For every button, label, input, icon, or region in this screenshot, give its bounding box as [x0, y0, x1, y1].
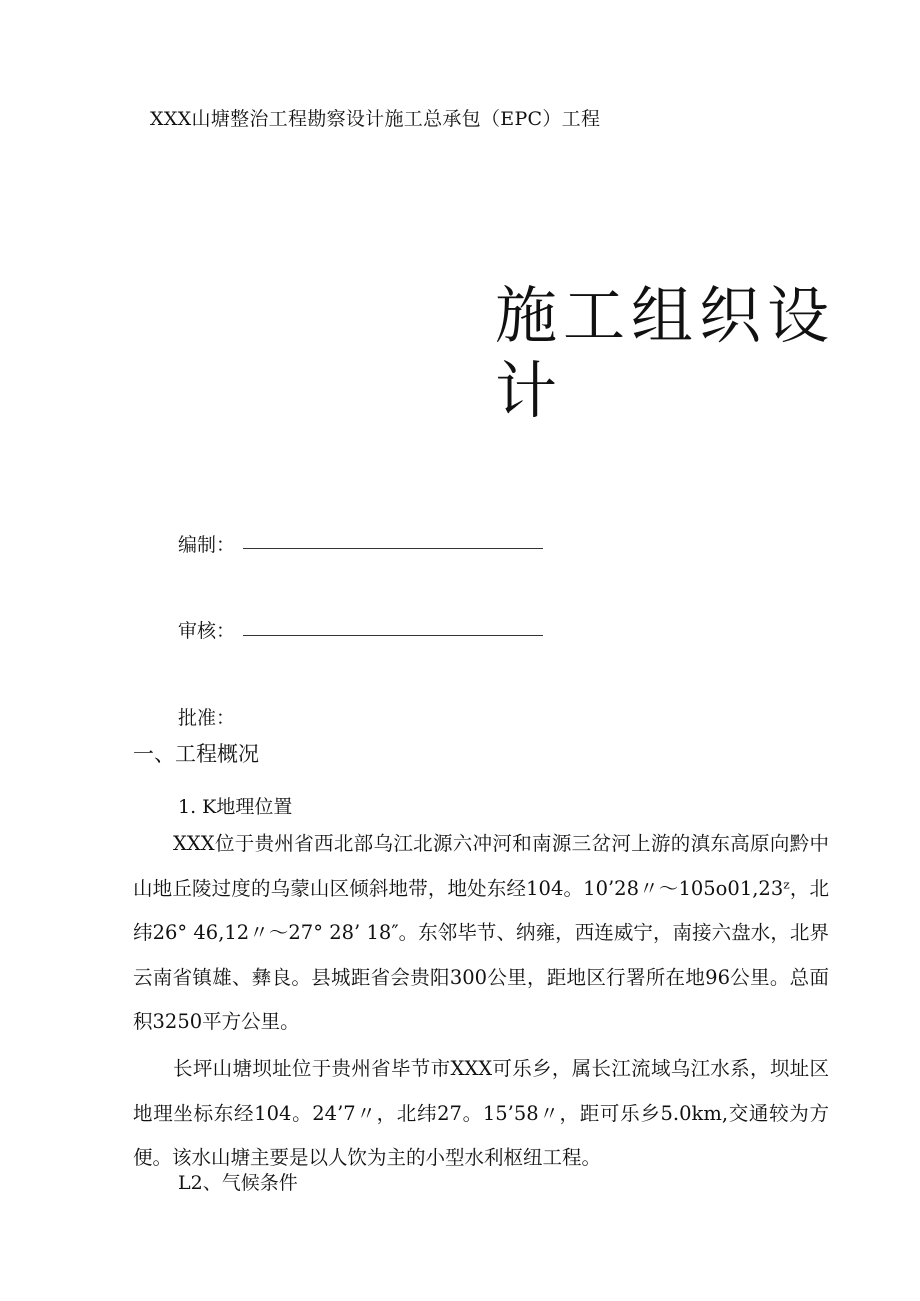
- approve-label: 批准：: [178, 707, 236, 729]
- section-heading-overview: 一、工程概况: [133, 742, 259, 766]
- document-title-line-2: 计: [495, 354, 564, 427]
- subsection-heading-climate: L2、气候条件: [178, 1172, 298, 1194]
- review-signature-line: [243, 635, 543, 636]
- paragraph-dam-site: 长坪山塘坝址位于贵州省毕节市XXX可乐乡，属长江流域乌江水系，坝址区地理坐标东经104。24’7〃，北纬27。15’58〃，距可乐乡5.0km,交通较为方便。该水山塘主要是以人饮为主的小型水利枢纽工程。: [133, 1057, 829, 1169]
- document-title-line-1: 施工组织设: [495, 279, 836, 352]
- subsection-heading-location: 1. K地理位置: [178, 796, 293, 818]
- document-header: XXX山塘整治工程勘察设计施工总承包（EPC）工程: [150, 108, 601, 130]
- review-label: 审核：: [178, 620, 236, 642]
- compile-signature-line: [243, 548, 543, 549]
- paragraph-location: XXX位于贵州省西北部乌江北源六冲河和南源三岔河上游的滇东高原向黔中山地丘陵过度的乌蒙山区倾斜地带，地处东经104。10’28〃～105o01,23ᶻ，北纬26° 46,12〃～27° 28’ 18″。东邻毕节、纳雍，西连威宁，南接六盘水，北界云南省镇雄、彝良。县城距省会贵阳300公里，距地区行署所在地96公里。总面积3250平方公里。: [133, 832, 829, 1033]
- compile-label: 编制：: [178, 534, 236, 556]
